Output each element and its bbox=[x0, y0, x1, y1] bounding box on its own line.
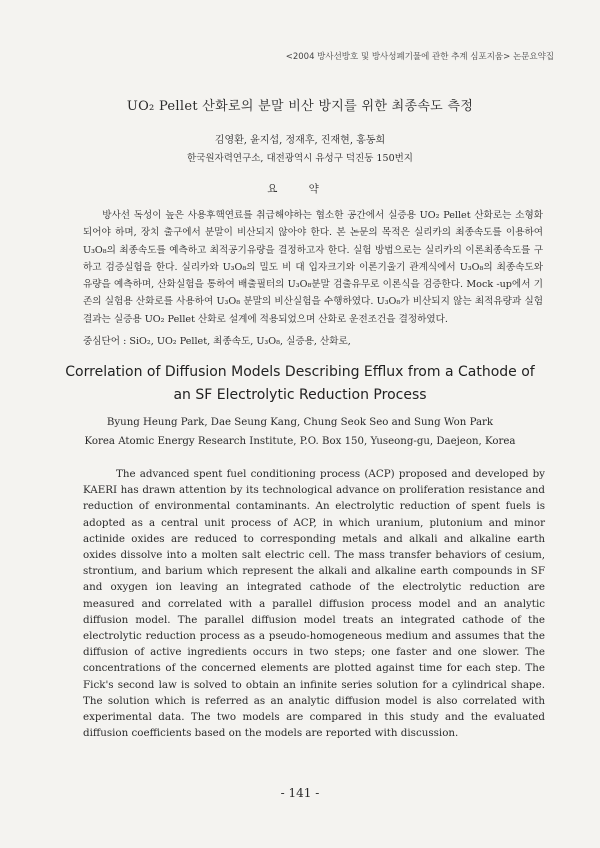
english-title: Correlation of Diffusion Models Describing Efflux from a Cathode of an SF Electrolytic Reduction Process bbox=[65, 364, 535, 403]
korean-abstract bbox=[83, 207, 543, 328]
page-number: - 141 - bbox=[280, 786, 320, 800]
korean-keywords: 중심단어 : SiO₂, UO₂ Pellet, 최종속도, U₃O₈, 실증용, 산화로, bbox=[83, 336, 351, 347]
korean-affiliation: 한국원자력연구소, 대전광역시 유성구 덕진동 150번지 bbox=[187, 153, 413, 164]
english-affiliation: Korea Atomic Energy Research Institute, P.O. Box 150, Yuseong-gu, Daejeon, Korea bbox=[84, 436, 516, 447]
english-authors: Byung Heung Park, Dae Seung Kang, Chung Seok Seo and Sung Won Park bbox=[106, 417, 494, 428]
korean-abstract-heading: 요 약 bbox=[267, 183, 333, 195]
korean-authors: 김영환, 윤지섭, 정재후, 진재현, 홍동희 bbox=[214, 135, 386, 146]
english-abstract-text: The advanced spent fuel conditioning process (ACP) proposed and developed by KAERI has drawn attention by its technological advance on proliferation resistance and reduction of environmental contaminants. An electrolytic reduction of spent fuels is adopted as a central unit process of ACP, in which uranium, plutonium and minor actinide oxides are reduced to corresponding metals and alkali and alkaline earth oxides dissolve into a molten salt electric cell. The mass transfer behaviors of cesium, strontium, and barium which represent the alkali and alkaline earth compounds in SF and oxygen ion leaving an integrated cathode of the electrolytic reduction are measured and correlated with a parallel diffusion process model and an analytic diffusion model. The parallel diffusion model treats an integrated cathode of the electrolytic reduction process as a pseudo-homogeneous medium and assumes that the diffusion of active ingredients occurs in two steps; one faster and one slower. The concentrations of the concerned elements are plotted against time for each step. The Fick's second law is solved to obtain an infinite series solution for a cylindrical shape. The solution which is referred as an analytic diffusion model is also correlated with experimental data. The two models are compared in this study and the evaluated diffusion coefficients based on the models are reported with discussion. bbox=[83, 468, 545, 740]
korean-title: UO₂ Pellet 산화로의 분말 비산 방지를 위한 최종속도 측정 bbox=[126, 99, 474, 114]
running-header: <2004 방사선방호 및 방사성폐기물에 관한 추계 심포지움> 논문요약집 bbox=[285, 52, 554, 62]
korean-abstract-text: 방사선 독성이 높은 사용후핵연료를 취급해야하는 협소한 공간에서 실증용 UO₂ Pellet 산화로는 소형화되어야 하며, 장치 출구에서 분말이 비산되지 않아야 한다. 본 논문의 목적은 실리카의 최종속도를 이용하여 U₃O₈의 최종속도를 예측하고 최적공기유량을 결정하고자 한다. 실험 방법으로는 실리카의 이론최종속도를 구하고 검증실험을 한다. 실리카와 U₃O₈의 밀도 비 대 입자크기와 이론기울기 관계식에서 U₃O₈의 최종속도와 유량을 예측하며, 산화실험을 통하여 배출필터의 U₃O₈분말 검출유무로 이론식을 검증한다. Mock -up에서 기존의 실험용 산화로를 사용하여 U₃O₈ 분말의 비산실험을 수행하였다. U₃O₈가 비산되지 않는 최적유량과 실험결과는 실증용 UO₂ Pellet 산화로 설계에 적용되었으며 산화로 운전조건을 결정하였다. bbox=[83, 210, 543, 325]
english-abstract bbox=[83, 466, 545, 741]
